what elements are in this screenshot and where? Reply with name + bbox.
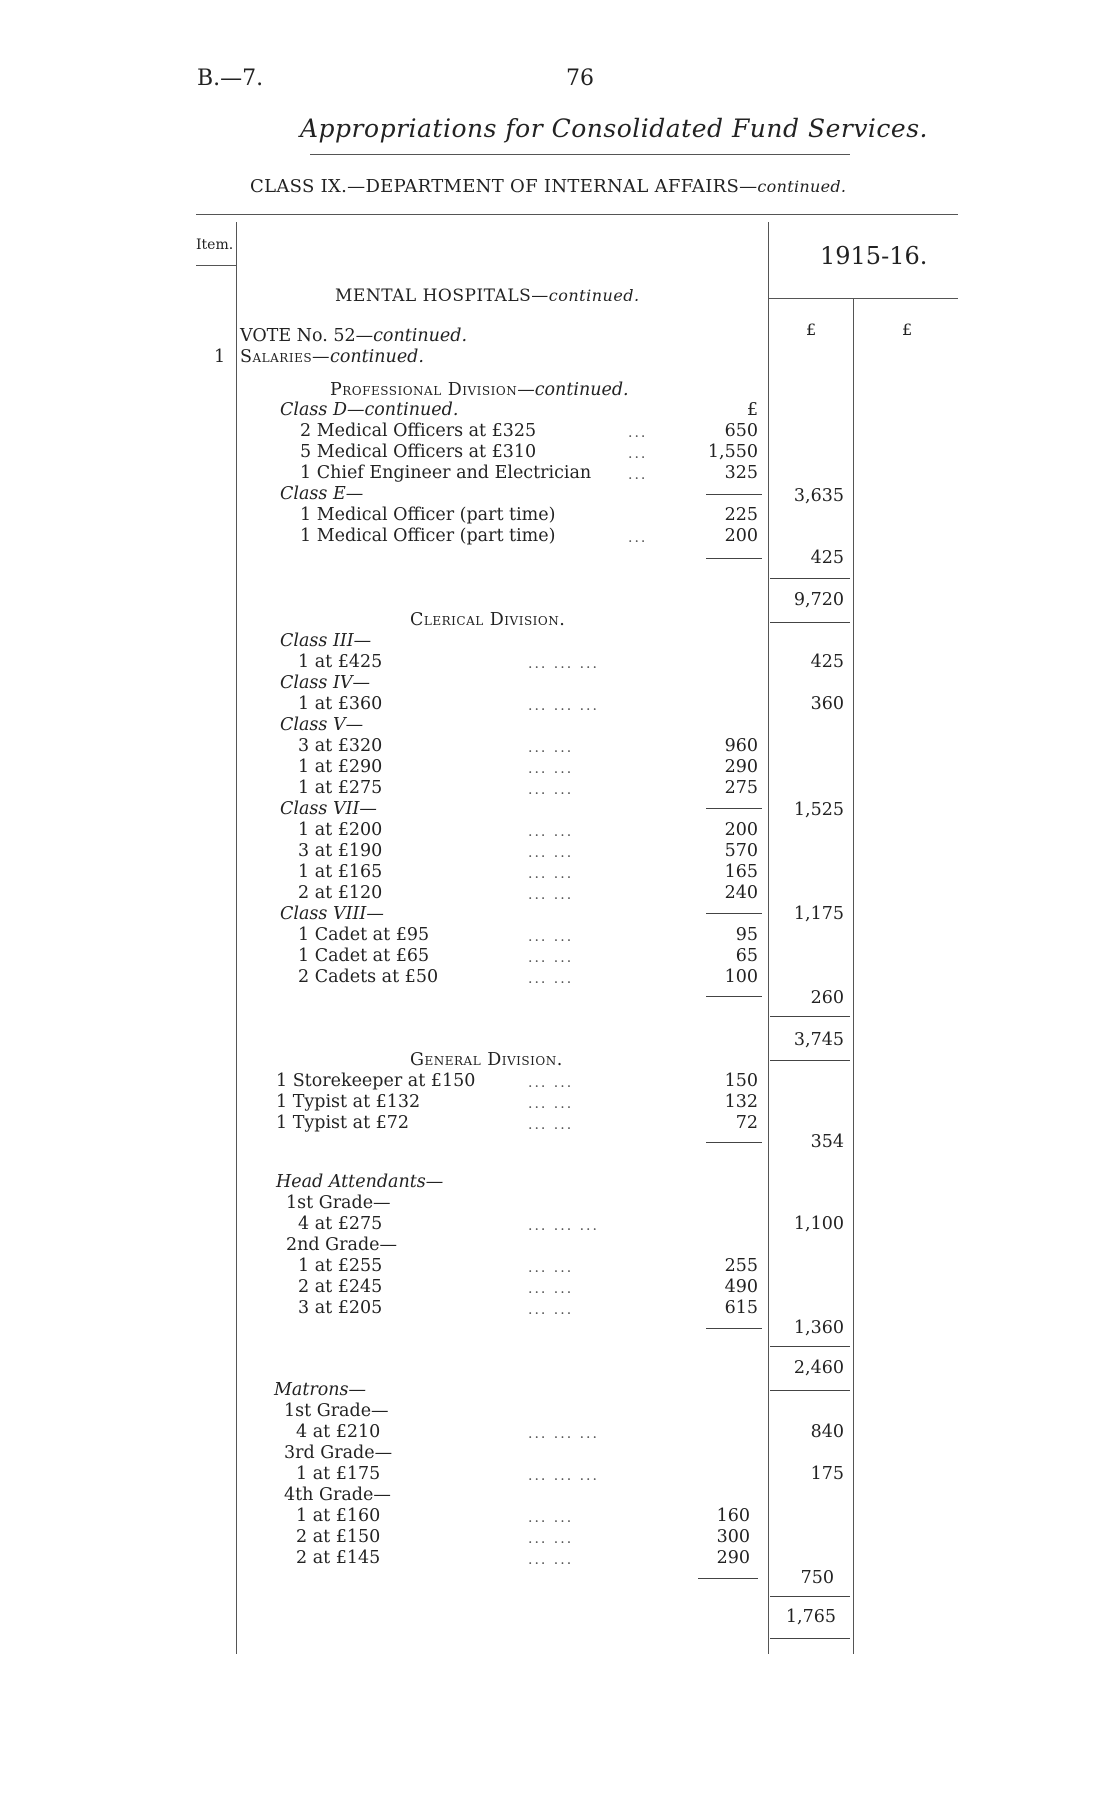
- clerical-row-amount: 65: [735, 946, 758, 966]
- leader-dots: ... ...: [528, 824, 574, 840]
- class-label: Class VII—: [280, 799, 377, 819]
- total-rule: [770, 578, 850, 579]
- clerical-row-amount: 290: [724, 757, 758, 777]
- item-number: 1: [214, 347, 226, 367]
- grade-label: 2nd Grade—: [286, 1235, 398, 1255]
- clerical-row-label: 1 at £200: [298, 820, 383, 840]
- head-attendant-row-amount: 615: [724, 1298, 758, 1318]
- clerical-row-amount: 200: [724, 820, 758, 840]
- matron-row-total: 840: [810, 1422, 844, 1442]
- prof-row-amount: 1,550: [707, 442, 758, 462]
- head-attendant-row-label: 3 at £205: [298, 1298, 383, 1318]
- leader-dots: ... ...: [528, 1117, 574, 1133]
- clerical-row-label: 1 at £275: [298, 778, 383, 798]
- prof-row-label: 1 Chief Engineer and Electrician: [300, 463, 592, 483]
- leader-dots: ... ... ...: [528, 656, 599, 672]
- class-label: Class IV—: [280, 673, 370, 693]
- leader-dots: ... ...: [528, 740, 574, 756]
- clerical-row-label: 1 Cadet at £65: [298, 946, 430, 966]
- leader-dots: ... ...: [528, 1096, 574, 1112]
- year-rule: [768, 298, 958, 299]
- page-number: 76: [566, 66, 594, 91]
- clerical-row-amount: 240: [724, 883, 758, 903]
- section-heading: MENTAL HOSPITALS—continued.: [335, 286, 640, 306]
- class-d-label: Class D—continued.: [280, 400, 459, 420]
- class-label: Class V—: [280, 715, 364, 735]
- prof-class-d-subtotal: 3,635: [793, 486, 844, 506]
- clerical-class-vii-subtotal: 1,175: [793, 904, 844, 924]
- total-rule: [770, 1060, 850, 1061]
- head-attendants-total: 2,460: [793, 1358, 844, 1378]
- class-heading: CLASS IX.—DEPARTMENT OF INTERNAL AFFAIRS—continued.: [250, 176, 847, 197]
- clerical-total: 3,745: [793, 1030, 844, 1050]
- matron-row-label: 1 at £160: [296, 1506, 381, 1526]
- total-rule: [770, 622, 850, 623]
- clerical-row-label: 3 at £320: [298, 736, 383, 756]
- leader-dots: ...: [628, 425, 648, 441]
- leader-dots: ... ... ...: [528, 1468, 599, 1484]
- grade-label: 1st Grade—: [286, 1193, 391, 1213]
- leader-dots: ... ... ...: [528, 1218, 599, 1234]
- clerical-row-label: 2 at £120: [298, 883, 383, 903]
- clerical-row-total: 425: [810, 652, 844, 672]
- leader-dots: ...: [628, 446, 648, 462]
- head-attendant-row-total: 1,100: [793, 1214, 844, 1234]
- leader-dots: ... ...: [528, 929, 574, 945]
- matron-row-amount: 300: [716, 1527, 750, 1547]
- matron-row-amount: 290: [716, 1548, 750, 1568]
- leader-dots: ... ...: [528, 1510, 574, 1526]
- general-heading: General Division.: [410, 1050, 563, 1070]
- leader-dots: ... ...: [528, 1260, 574, 1276]
- matrons-total: 1,765: [785, 1607, 836, 1627]
- total-rule: [770, 1346, 850, 1347]
- clerical-row-label: 1 at £290: [298, 757, 383, 777]
- clerical-row-label: 1 at £165: [298, 862, 383, 882]
- page-title: Appropriations for Consolidated Fund Services.: [300, 114, 929, 143]
- leader-dots: ... ...: [528, 1531, 574, 1547]
- pound-header-1: £: [806, 320, 817, 339]
- item-header-rule: [196, 265, 236, 266]
- professional-total: 9,720: [793, 590, 844, 610]
- clerical-row-amount: 960: [724, 736, 758, 756]
- item-column-header: Item.: [196, 237, 234, 253]
- year-header: 1915-16.: [820, 242, 928, 270]
- leader-dots: ...: [628, 530, 648, 546]
- title-rule: [310, 154, 850, 155]
- general-row-amount: 150: [724, 1071, 758, 1091]
- clerical-row-label: 3 at £190: [298, 841, 383, 861]
- clerical-row-label: 2 Cadets at £50: [298, 967, 439, 987]
- clerical-row-amount: 95: [735, 925, 758, 945]
- general-row-label: 1 Typist at £72: [276, 1113, 410, 1133]
- pound-header-2: £: [902, 320, 913, 339]
- class-e-label: Class E—: [280, 484, 364, 504]
- total-rule: [770, 1390, 850, 1391]
- leader-dots: ... ... ...: [528, 1426, 599, 1442]
- matron-row-label: 4 at £210: [296, 1422, 381, 1442]
- head-attendants-grade2-total: 1,360: [793, 1318, 844, 1338]
- general-row-label: 1 Typist at £132: [276, 1092, 421, 1112]
- prof-row-amount: 650: [724, 421, 758, 441]
- clerical-row-label: 1 at £360: [298, 694, 383, 714]
- prof-row-label: 2 Medical Officers at £325: [300, 421, 537, 441]
- matron-row-label: 2 at £145: [296, 1548, 381, 1568]
- leader-dots: ... ...: [528, 1552, 574, 1568]
- prof-e-row-amount: 225: [724, 505, 758, 525]
- general-total: 354: [810, 1132, 844, 1152]
- leader-dots: ... ... ...: [528, 698, 599, 714]
- leader-dots: ... ...: [528, 845, 574, 861]
- matron-row-label: 1 at £175: [296, 1464, 381, 1484]
- prof-row-label: 5 Medical Officers at £310: [300, 442, 537, 462]
- leader-dots: ... ...: [528, 971, 574, 987]
- head-attendant-row-label: 1 at £255: [298, 1256, 383, 1276]
- leader-dots: ... ...: [528, 950, 574, 966]
- prof-e-row-label: 1 Medical Officer (part time): [300, 526, 556, 546]
- class-label: Class VIII—: [280, 904, 384, 924]
- matron-row-label: 2 at £150: [296, 1527, 381, 1547]
- clerical-heading: Clerical Division.: [410, 610, 566, 630]
- general-row-amount: 132: [724, 1092, 758, 1112]
- clerical-row-amount: 570: [724, 841, 758, 861]
- total-rule: [770, 1016, 850, 1017]
- clerical-row-label: 1 at £425: [298, 652, 383, 672]
- vote-line: VOTE No. 52—continued.: [240, 326, 468, 346]
- leader-dots: ... ...: [528, 1302, 574, 1318]
- matrons-heading: Matrons—: [274, 1380, 367, 1400]
- matron-row-amount: 160: [716, 1506, 750, 1526]
- total-rule: [770, 1638, 850, 1639]
- head-attendant-row-amount: 255: [724, 1256, 758, 1276]
- table-top-rule: [196, 214, 958, 215]
- pound-sign: £: [746, 400, 758, 420]
- leader-dots: ... ...: [528, 1281, 574, 1297]
- clerical-row-amount: 100: [724, 967, 758, 987]
- leader-dots: ... ...: [528, 782, 574, 798]
- document-code: B.—7.: [197, 66, 264, 91]
- clerical-row-label: 1 Cadet at £95: [298, 925, 430, 945]
- general-row-label: 1 Storekeeper at £150: [276, 1071, 476, 1091]
- prof-class-e-subtotal: 425: [810, 548, 844, 568]
- leader-dots: ... ...: [528, 887, 574, 903]
- matron-row-total: 175: [810, 1464, 844, 1484]
- professional-heading: Professional Division—continued.: [330, 380, 629, 400]
- clerical-class-v-subtotal: 1,525: [793, 800, 844, 820]
- leader-dots: ... ...: [528, 866, 574, 882]
- prof-row-amount: 325: [724, 463, 758, 483]
- clerical-row-amount: 165: [724, 862, 758, 882]
- clerical-row-amount: 275: [724, 778, 758, 798]
- prof-e-row-label: 1 Medical Officer (part time): [300, 505, 556, 525]
- second-amount-divider: [853, 298, 854, 1654]
- grade-label: 1st Grade—: [284, 1401, 389, 1421]
- matrons-grade4-total: 750: [800, 1568, 834, 1588]
- grade-label: 3rd Grade—: [284, 1443, 393, 1463]
- prof-e-row-amount: 200: [724, 526, 758, 546]
- leader-dots: ...: [628, 467, 648, 483]
- general-row-amount: 72: [735, 1113, 758, 1133]
- total-rule: [770, 1596, 850, 1597]
- leader-dots: ... ...: [528, 761, 574, 777]
- grade-label: 4th Grade—: [284, 1485, 391, 1505]
- head-attendant-row-label: 4 at £275: [298, 1214, 383, 1234]
- clerical-class-viii-subtotal: 260: [810, 988, 844, 1008]
- head-attendants-heading: Head Attendants—: [276, 1172, 444, 1192]
- item-column-divider: [236, 222, 237, 1654]
- head-attendant-row-amount: 490: [724, 1277, 758, 1297]
- class-label: Class III—: [280, 631, 372, 651]
- clerical-row-total: 360: [810, 694, 844, 714]
- head-attendant-row-label: 2 at £245: [298, 1277, 383, 1297]
- salaries-line: Salaries—continued.: [240, 347, 424, 367]
- leader-dots: ... ...: [528, 1075, 574, 1091]
